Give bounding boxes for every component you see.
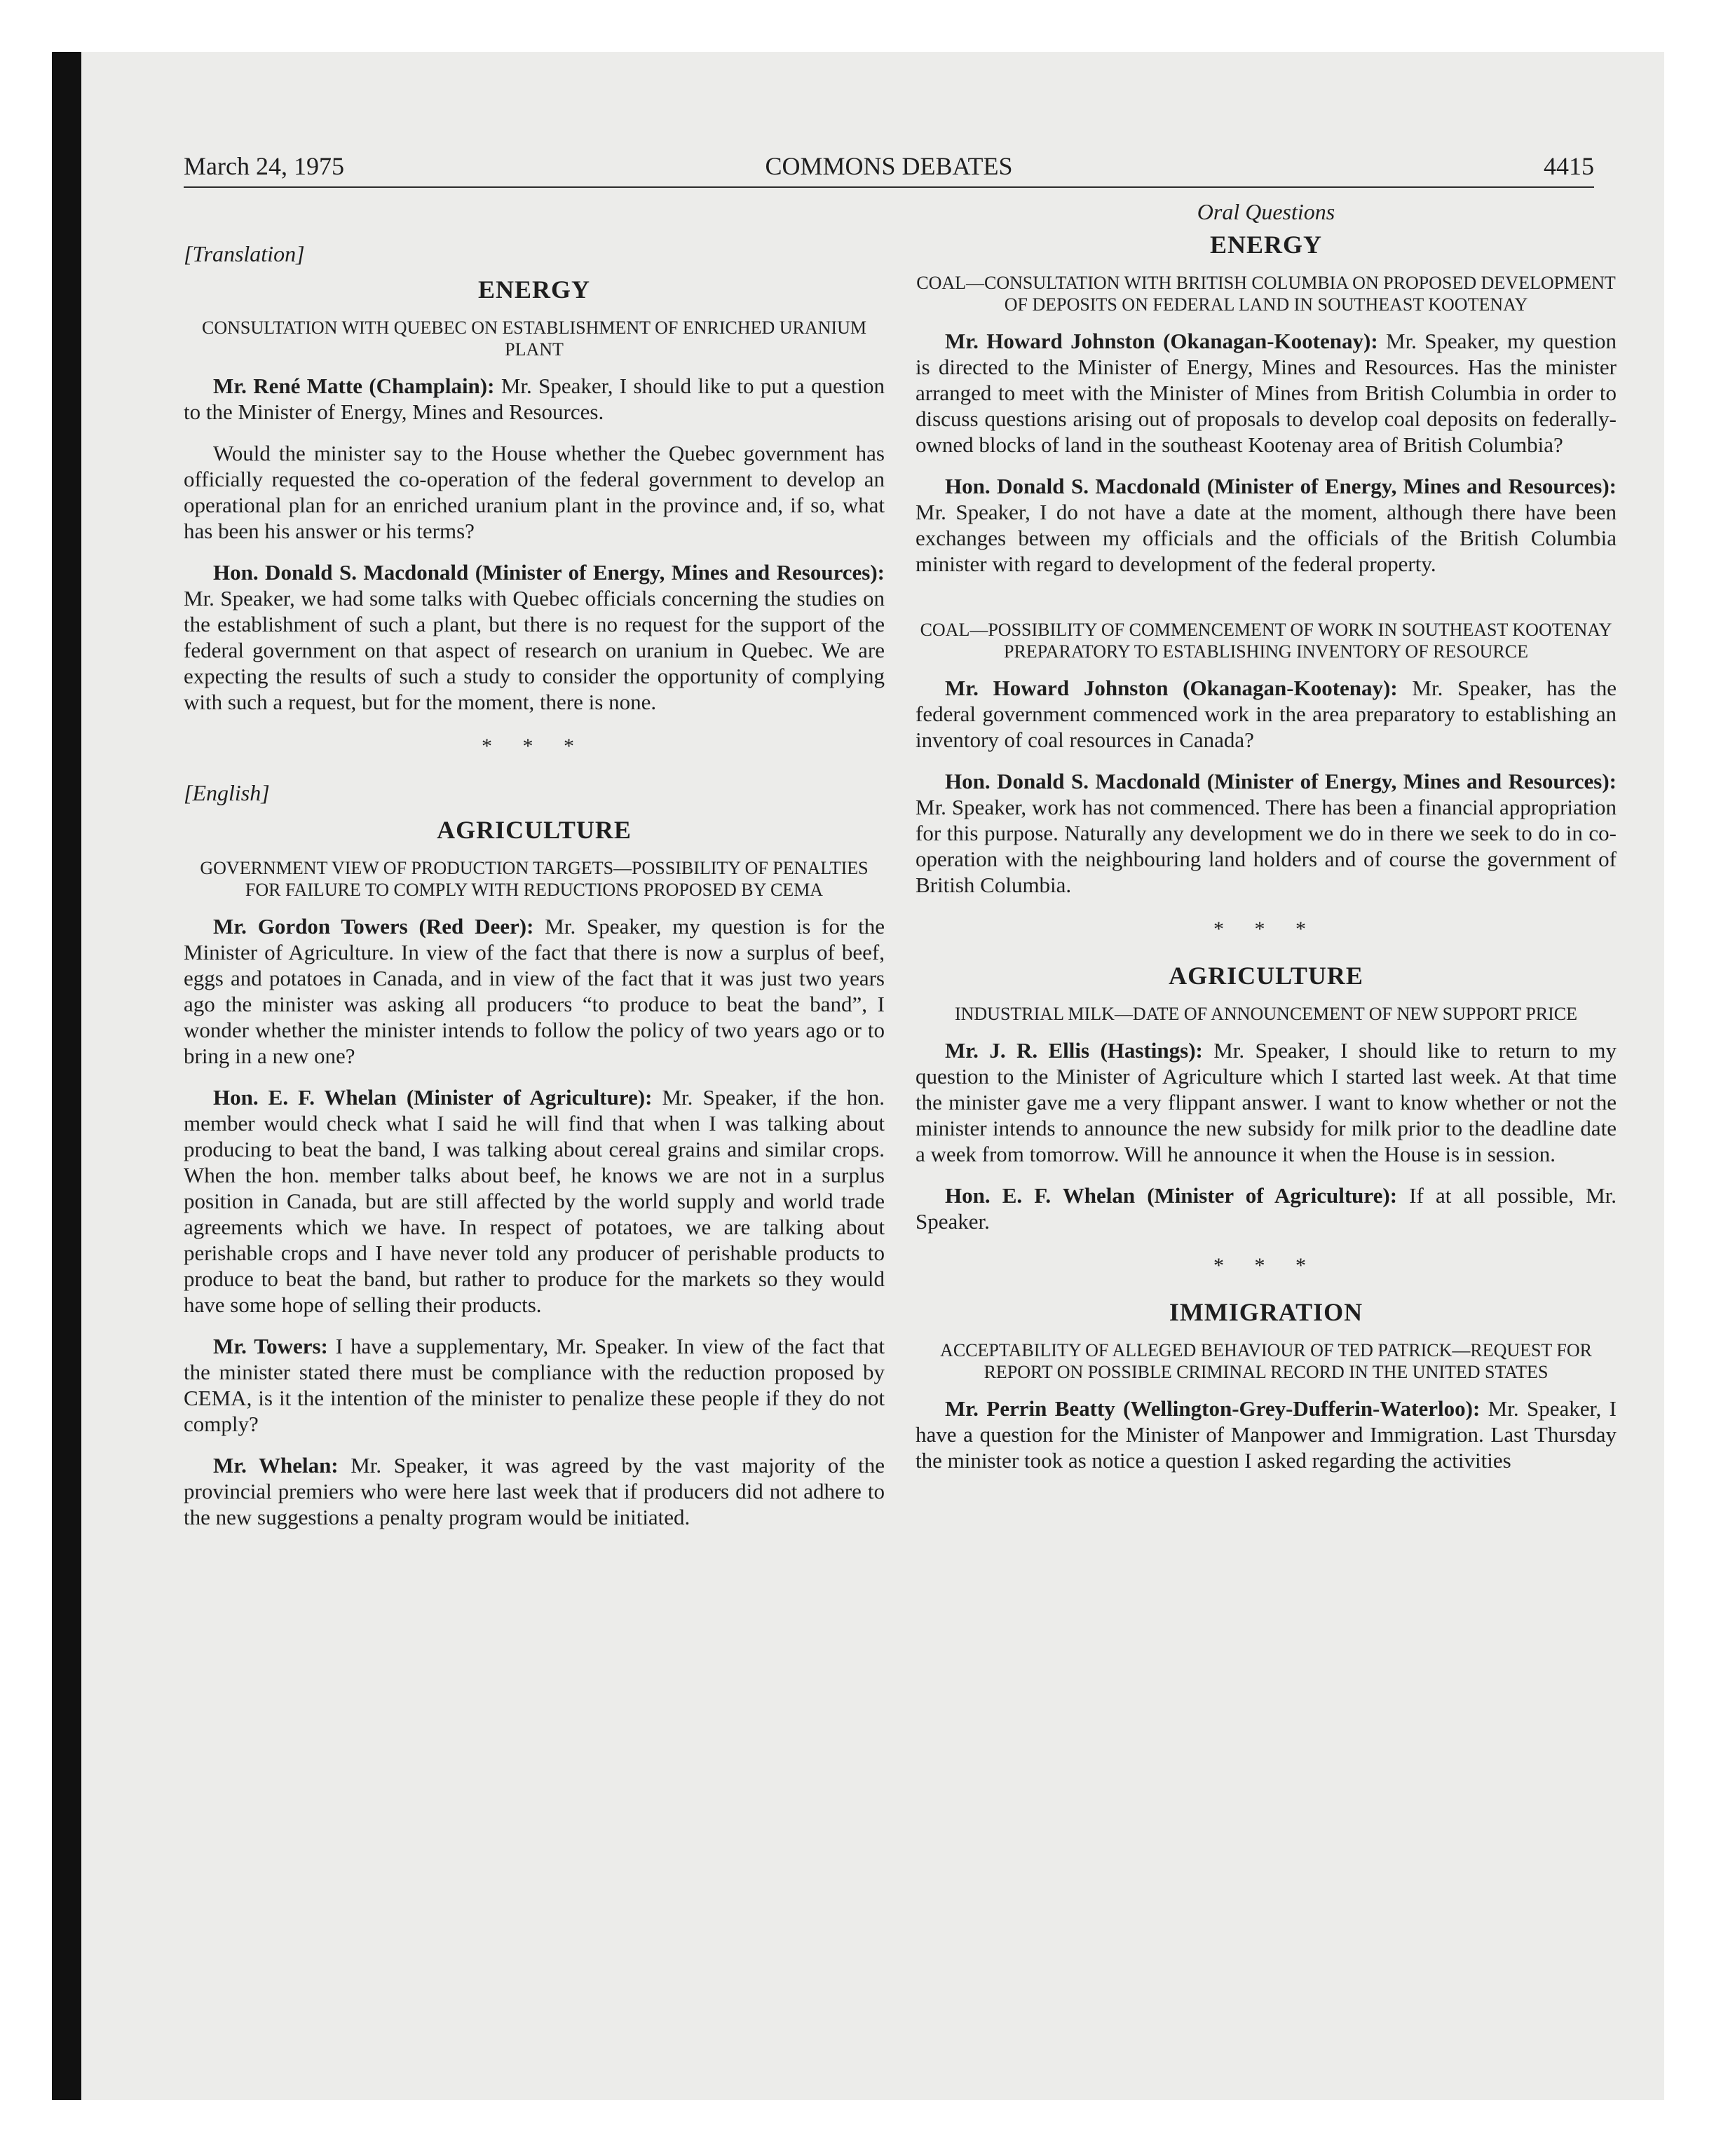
- subhead-production-targets: GOVERNMENT VIEW OF PRODUCTION TARGETS—POSSIBILITY OF PENALTIES FOR FAILURE TO COMPLY WITH REDUCTIONS PROPOSED BY CEMA: [200, 858, 869, 900]
- speech-text: Mr. Speaker, I do not have a date at the moment, although there have been exchanges between my officials and the officials of the British Columbia minister with regard to development of the federal property.: [916, 500, 1617, 576]
- speaker-name: Hon. Donald S. Macdonald (Minister of Energy, Mines and Resources):: [945, 474, 1617, 498]
- paragraph: [916, 1396, 1617, 1473]
- left-column: [184, 199, 885, 1546]
- paragraph: [916, 473, 1617, 577]
- paragraph: [184, 913, 885, 1069]
- paragraph: [916, 1182, 1617, 1234]
- speech-text: Would the minister say to the House whether the Quebec government has officially requested the co-operation of the federal government to develop an operational plan for an enriched uranium plant in the province and, if so, what has been his answer or his terms?: [184, 441, 885, 543]
- paragraph: [184, 1452, 885, 1530]
- speech-text: Mr. Speaker, I should like to return to my question to the Minister of Agriculture which I started last week. At that time the minister gave me a very flippant answer. I want to know whether or not the minister intends to announce the new subsidy for milk prior to the deadline date a week from tomorrow. Will he announce it when the House is in session.: [916, 1038, 1617, 1166]
- speaker-name: Mr. Howard Johnston (Okanagan-Kootenay):: [945, 676, 1398, 700]
- speaker-name: Mr. René Matte (Champlain):: [213, 374, 495, 398]
- speech-text: I have a supplementary, Mr. Speaker. In view of the fact that the minister stated there must be compliance with the reduction proposed by CEMA, is it the intention of the minister to penalize these people if they do not comply?: [184, 1334, 885, 1436]
- scan-edge-bar: [52, 52, 81, 2100]
- header-date: March 24, 1975: [184, 152, 344, 180]
- speaker-name: Mr. Towers:: [213, 1334, 328, 1358]
- speech-text: Mr. Speaker, my question is for the Minister of Agriculture. In view of the fact that there is now a surplus of beef, eggs and potatoes in Canada, and in view of the fact that it was just two years ago the minister was asking all producers “to produce to beat the band”, I wonder whether the minister intends to follow the policy of two years ago or to bring in a new one?: [184, 914, 885, 1068]
- subhead-industrial-milk: INDUSTRIAL MILK—DATE OF ANNOUNCEMENT OF NEW SUPPORT PRICE: [954, 1004, 1578, 1024]
- paragraph: [916, 1037, 1617, 1167]
- speaker-name: Mr. J. R. Ellis (Hastings):: [945, 1038, 1203, 1063]
- speaker-name: Hon. Donald S. Macdonald (Minister of Energy, Mines and Resources):: [945, 769, 1617, 793]
- speech-text: Mr. Speaker, work has not commenced. There has been a financial appropriation for this purpose. Naturally any development we do in there we seek to do in co-operation with the neighbouring land holders and of course the government of British Columbia.: [916, 795, 1617, 897]
- header-page-number: 4415: [1544, 152, 1594, 180]
- paragraph: [184, 440, 885, 544]
- paragraph: [916, 328, 1617, 458]
- speech-text: Mr. Speaker, if the hon. member would check what I said he will find that when I was talking about producing to beat the band, I was talking about cereal grains and similar crops. When the hon. member talks about beef, he knows we are not in a surplus position in Canada, but are still affected by the world supply and world trade agreements which we have. In respect of potatoes, we are talking about perishable crops and I have never told any producer of perishable products to produce to beat the band, but rather to produce for the markets so they would have some hope of selling their products.: [184, 1085, 885, 1317]
- paragraph: [916, 675, 1617, 753]
- paragraph: [184, 1333, 885, 1437]
- speaker-name: Mr. Perrin Beatty (Wellington-Grey-Dufferin-Waterloo):: [945, 1396, 1481, 1421]
- speech-text: Mr. Speaker, it was agreed by the vast majority of the provincial premiers who were here last week that if producers did not adhere to the new suggestions a penalty program would be initiated.: [184, 1453, 885, 1529]
- speaker-name: Mr. Gordon Towers (Red Deer):: [213, 914, 534, 939]
- speaker-name: Hon. E. F. Whelan (Minister of Agriculture):: [213, 1085, 653, 1110]
- section-separator: * * *: [482, 735, 587, 758]
- header-title: COMMONS DEBATES: [765, 152, 1013, 180]
- speech-text: Mr. Speaker, my question is directed to the Minister of Energy, Mines and Resources. Has the minister arranged to meet with the Minister of Mines from British Columbia in order to discuss questions arising out of proposals to develop coal deposits on federally-owned blocks of land in the southeast Kootenay area of British Columbia?: [916, 329, 1617, 457]
- speaker-name: Hon. Donald S. Macdonald (Minister of Energy, Mines and Resources):: [213, 560, 885, 585]
- subhead-ted-patrick: ACCEPTABILITY OF ALLEGED BEHAVIOUR OF TED PATRICK—REQUEST FOR REPORT ON POSSIBLE CRIMINAL RECORD IN THE UNITED STATES: [940, 1340, 1592, 1382]
- speaker-name: Hon. E. F. Whelan (Minister of Agriculture):: [945, 1183, 1398, 1208]
- speech-text: Mr. Speaker, we had some talks with Quebec officials concerning the studies on the establishment of such a plant, but there is no request for the support of the federal government on that aspect of research on uranium in Quebec. We are expecting the results of such a study to consider the opportunity of complying with such a request, but for the moment, there is none.: [184, 586, 885, 714]
- paragraph: [916, 768, 1617, 898]
- speech-text: Mr. Speaker, I have a question for the Minister of Manpower and Immigration. Last Thursday the minister took as notice a question I asked regarding the activities: [916, 1396, 1617, 1473]
- section-title-energy: ENERGY: [477, 275, 591, 303]
- section-separator: * * *: [1213, 917, 1319, 941]
- section-title-immigration: IMMIGRATION: [1169, 1298, 1363, 1326]
- subhead-uranium-plant: CONSULTATION WITH QUEBEC ON ESTABLISHMENT OF ENRICHED URANIUM PLANT: [202, 318, 866, 360]
- section-separator: * * *: [1213, 1254, 1319, 1277]
- speaker-name: Mr. Whelan:: [213, 1453, 339, 1478]
- section-title-agriculture: AGRICULTURE: [437, 816, 632, 844]
- speaker-name: Mr. Howard Johnston (Okanagan-Kootenay):: [945, 329, 1378, 353]
- right-column: [916, 199, 1617, 1489]
- section-title-energy: ENERGY: [1209, 231, 1323, 259]
- subhead-coal-consultation: COAL—CONSULTATION WITH BRITISH COLUMBIA ON PROPOSED DEVELOPMENT OF DEPOSITS ON FEDERAL LAND IN SOUTHEAST KOOTENAY: [916, 273, 1616, 315]
- speech-text: Mr. Speaker, I should like to put a question to the Minister of Energy, Mines and Resources.: [184, 374, 885, 424]
- running-head: [184, 147, 1594, 188]
- section-title-agriculture: AGRICULTURE: [1169, 962, 1363, 990]
- english-marker: [English]: [184, 780, 270, 805]
- translation-marker: [Translation]: [184, 241, 305, 266]
- subhead-coal-commencement: COAL—POSSIBILITY OF COMMENCEMENT OF WORK IN SOUTHEAST KOOTENAY PREPARATORY TO ESTABLISHING INVENTORY OF RESOURCE: [920, 620, 1612, 662]
- speech-text: If at all possible, Mr. Speaker.: [916, 1183, 1617, 1234]
- paragraph: [184, 1084, 885, 1318]
- speech-text: Mr. Speaker, has the federal government commenced work in the area preparatory to establishing an inventory of coal resources in Canada?: [916, 676, 1617, 752]
- oral-questions-heading: Oral Questions: [1197, 199, 1335, 224]
- paragraph: [184, 373, 885, 425]
- paragraph: [184, 559, 885, 715]
